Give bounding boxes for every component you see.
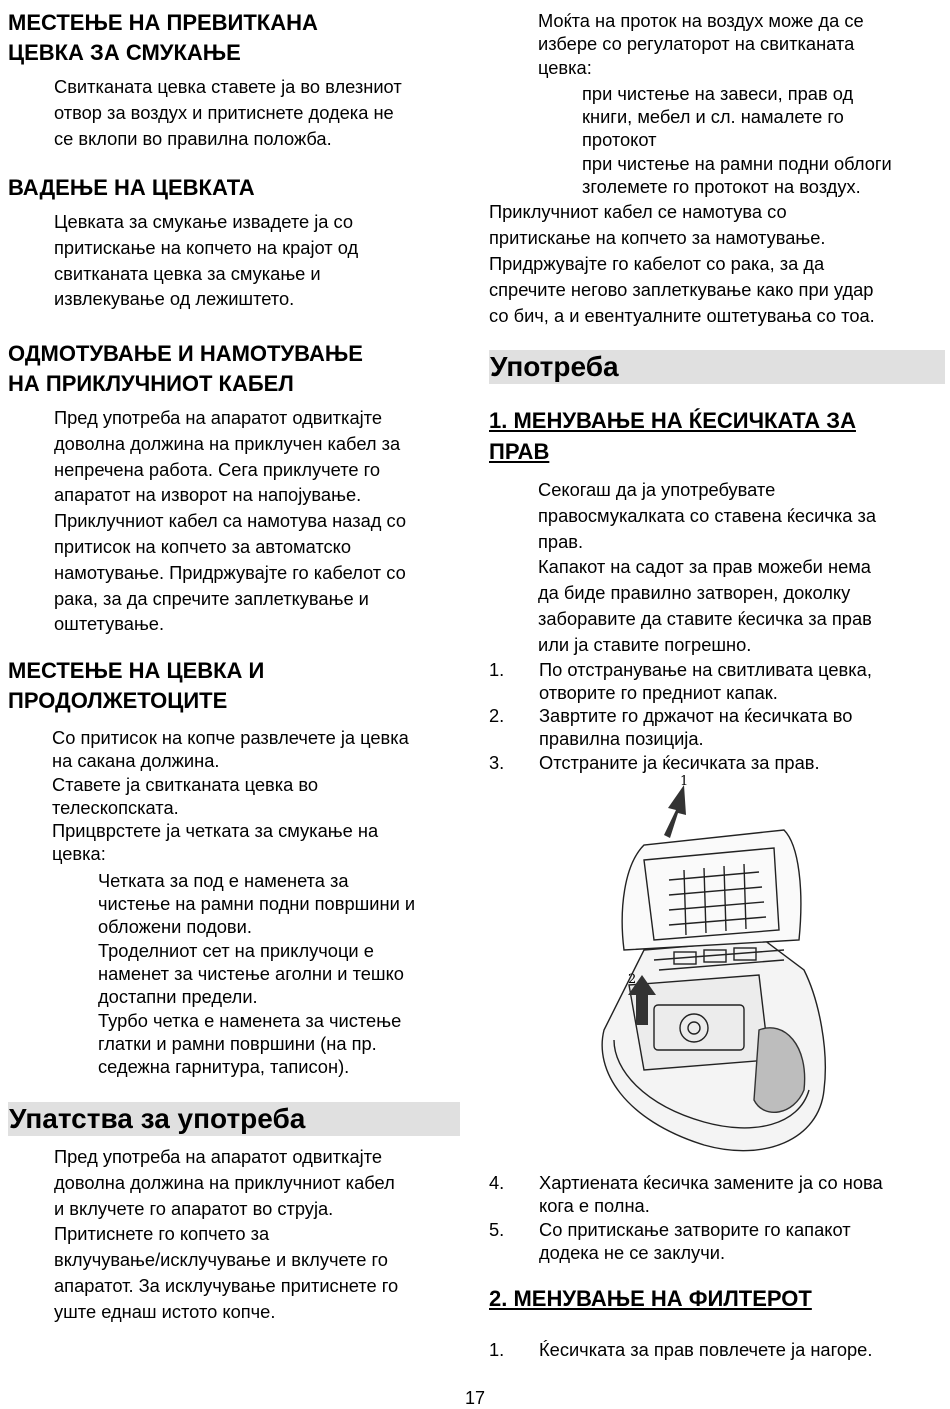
section-title: 1. МЕНУВАЊЕ НА ЌЕСИЧКАТА ЗА ПРАВ	[489, 408, 856, 464]
steps-list	[489, 658, 945, 774]
list-item: 1. Ќесичката за прав повлечете ја нагоре.	[489, 1339, 873, 1360]
arrow-1-icon	[664, 785, 686, 838]
section-hose-extensions	[8, 656, 460, 1078]
section-instructions	[8, 1102, 460, 1325]
cable-paragraph: Приклучниот кабел се намотува со притискање на копчето за намотување. Придржувајте го кабелот со рака, за да спречите негово заплеткување како при удар со бич, а и евентуалните оштетувања со тоа.	[489, 201, 875, 326]
figure-label: 2	[628, 972, 637, 987]
list-item: 1. По отстранување на свитливата цевка, отворите го предниот капак.	[489, 658, 872, 703]
section-change-filter	[489, 1284, 945, 1361]
section-body: Цевката за смукање извадете ја со притискање на копчето на крајот од свитканата цевка за смукање и извлекување од лежиштето.	[54, 211, 359, 310]
section-title: 2. МЕНУВАЊЕ НА ФИЛТЕРОТ	[489, 1286, 812, 1311]
section-fold-hose	[8, 8, 460, 151]
section-remove-hose	[8, 173, 460, 312]
section-heading: Упатства за употреба	[8, 1102, 460, 1136]
section-body: Со притисок на копче развлечете ја цевка на сакана должина. Ставете ја свитканата цевка во телескопската. Прицврстете ја четката за смукање на цевка: Четката за под е наменета за чистење на рамни подни површини и обложени подови. Троделниот сет на приклучоци е наменет за чистење аголни и тешко достапни предели. Турбо четка е наменета за чистење глатки и рамни површини (на пр. седежна гарнитура, таписон).	[52, 726, 460, 1078]
steps-list-continued	[489, 1171, 945, 1264]
section-body: Секогаш да ја употребувате правосмукалката со ставена ќесичка за прав. Капакот на садот за прав можеби нема да биде правилно затворен, доколку заборавите да ставите ќесичка за прав или ја ставите погрешно.	[538, 479, 877, 655]
page-number: 17	[465, 1388, 486, 1408]
section-title: ВАДЕЊЕ НА ЦЕВКАТА	[8, 175, 255, 200]
list-item: 3. Отстраните ја ќесичката за прав.	[489, 751, 820, 773]
figure-label: 1	[680, 774, 689, 789]
attachment-list: Четката за под е наменета за чистење на рамни подни површини и обложени подови. Троделниот сет на приклучоци е наменет за чистење аголни и тешко достапни предели. Турбо четка е наменета за чистење глатки и рамни површини (на пр. седежна гарнитура, таписон).	[98, 869, 416, 1078]
list-item: 2. Завртите го држачот на ќесичката во правилна позиција.	[489, 705, 853, 750]
section-title: МЕСТЕЊЕ НА ЦЕВКА И ПРОДОЛЖЕТОЦИТЕ	[8, 658, 265, 713]
section-airflow: Моќта на проток на воздух може да се избере со регулаторот на свитканата цевка: при чистење на завеси, прав од книги, мебел и сл. намалете го протокот при чистење на рамни подни облоги зголемете го протокот на воздух. Приклучниот кабел се намотува со притискање на копчето за намотување. Придржувајте го кабелот со рака, за да спречите негово заплеткување како при удар со бич, а и евентуалните оштетувања со тоа.	[489, 9, 945, 328]
section-body: Свитканата цевка ставете ја во влезниот отвор за воздух и притиснете додека не се вклопи во правилна положба.	[54, 76, 402, 149]
section-change-bag	[489, 405, 945, 774]
airflow-list: при чистење на завеси, прав од книги, мебел и сл. намалете го протокот при чистење на рамни подни облоги зголемете го протокот на воздух.	[582, 82, 892, 198]
section-title: МЕСТЕЊЕ НА ПРЕВИТКАНА ЦЕВКА ЗА СМУКАЊЕ	[8, 10, 318, 65]
list-item: 4. Хартиената ќесичка замените ја со нова кога е полна.	[489, 1172, 883, 1217]
vacuum-illustration	[584, 770, 834, 1170]
section-heading: Употреба	[489, 350, 945, 384]
section-body: Пред употреба на апаратот одвиткајте доволна должина на приклучниот кабел и вклучете го апаратот во струја. Притиснете го копчето за вклучување/исклучување и вклучете го апаратот. За исклучување притиснете го уште еднаш истото копче.	[54, 1146, 399, 1322]
section-body: Пред употреба на апаратот одвиткајте доволна должина на приклучен кабел за непречена работа. Сега приклучете го апаратот на изворот на напојување. Приклучниот кабел са намотува назад со притисок на копчето за автоматско намотување. Придржувајте го кабелот со рака, за да спречите заплеткување и оштетување.	[54, 407, 407, 635]
list-item: 5. Со притискање затворите го капакот додека не се заклучи.	[489, 1218, 851, 1263]
section-title: ОДМОТУВАЊЕ И НАМОТУВАЊЕ НА ПРИКЛУЧНИОТ КАБЕЛ	[8, 341, 363, 396]
section-cable	[8, 339, 460, 637]
section-usage	[489, 350, 945, 384]
